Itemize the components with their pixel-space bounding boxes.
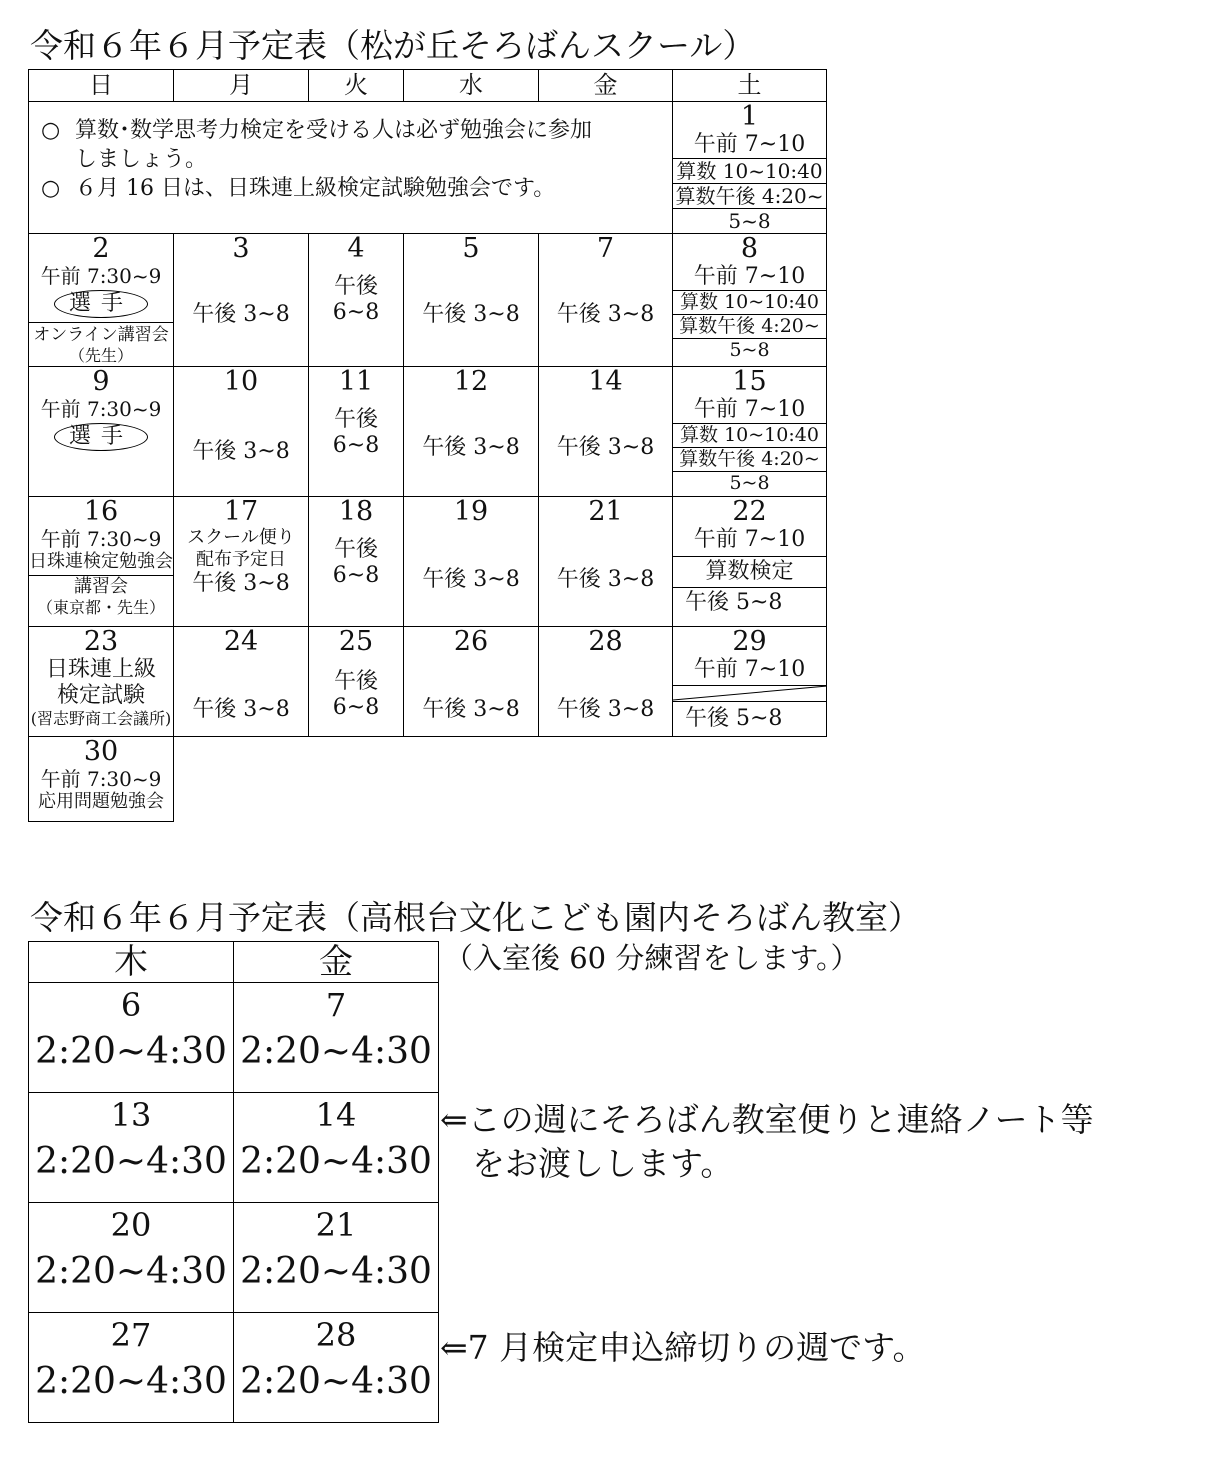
session-time: 午後 3~8 [556,435,655,460]
day-number: 10 [223,366,259,397]
day-number: 28 [588,626,623,657]
note-line: しましょう。 [75,147,208,172]
session-time: 6~8 [332,433,380,458]
kg-cell [29,1093,234,1203]
day-number: 7 [325,986,347,1024]
session-math-afternoon: 算数午後 4:20~ [673,447,826,471]
session-evening: 5~8 [673,208,826,233]
session-time: 2:20~4:30 [240,1251,432,1292]
day-cell-5 [404,234,539,367]
day-cell-2 [29,234,174,367]
session-time: 午後 3~8 [556,697,655,722]
day-number: 14 [315,1096,357,1134]
day-cell-30 [29,737,174,822]
weekday-fri: 金 [234,942,439,983]
kindergarten-table [28,941,439,1423]
day-number: 16 [83,496,119,527]
session-math-afternoon: 算数午後 4:20~ [673,314,826,338]
athlete-badge: 選手 [54,290,148,318]
kg-cell [234,1093,439,1203]
kg-cell [29,1203,234,1313]
event-label: 応用問題勉強会 [38,791,164,812]
exam-venue: (習志野商工会議所) [30,709,172,728]
session-time: 午後 3~8 [192,571,290,596]
weekday-sun: 日 [29,70,174,102]
session-time: 午前 7:30~9 [40,767,162,791]
day-number: 25 [338,626,374,657]
session-label: 午後 [333,407,378,432]
day-cell-12 [404,367,539,497]
day-number: 5 [462,233,480,264]
day-cell-19 [404,497,539,627]
day-number: 13 [110,1096,152,1134]
weekday-header-row [29,70,827,102]
notice-line: ⇐この週にそろばん教室便りと連絡ノート等 [440,1100,1094,1139]
event-label: オンライン講習会 [29,322,173,346]
session-time: 6~8 [332,695,380,720]
day-number: 17 [223,496,259,527]
session-time: 2:20~4:30 [35,1141,227,1182]
monthly-calendar [28,69,827,822]
weekday-mon: 月 [174,70,309,102]
session-evening: 午後 5~8 [673,701,826,732]
day-number: 28 [315,1316,357,1354]
day-number: 21 [315,1206,357,1244]
day-cell-15 [673,367,827,497]
day-cell-8 [673,234,827,367]
session-label: 午後 [333,537,378,562]
kg-cell [234,983,439,1093]
day-cell-10 [174,367,309,497]
kg-cell [234,1313,439,1423]
session-time: 6~8 [332,300,380,325]
notice-line: をお渡しします。 [472,1144,734,1183]
session-time: 午後 3~8 [192,302,290,327]
session-math: 算数 10~10:40 [673,158,826,183]
weekday-thu: 木 [29,942,234,983]
day-cell-28 [539,627,673,737]
kindergarten-subtitle: （入室後 60 分練習をします。） [444,941,860,975]
session-time: 午後 3~8 [422,697,520,722]
day-number: 21 [588,496,623,527]
day-number: 14 [588,366,623,397]
event-label: 日珠連検定勉強会 [29,551,173,572]
day-number: 9 [92,366,110,397]
session-time: 2:20~4:30 [35,1031,227,1072]
day-number: 19 [453,496,489,527]
day-cell-1 [673,102,827,234]
event-note: （東京都・先生） [36,598,165,617]
kindergarten-schedule-title: 令和６年６月予定表（高根台文化こども園内そろばん教室） [30,898,921,937]
event-label: 講習会 [29,575,173,598]
session-time: 午前 7:30~9 [40,264,162,288]
day-number: 15 [732,366,767,397]
session-time: 午後 3~8 [192,439,290,464]
kg-cell [29,983,234,1093]
kg-cell [234,1203,439,1313]
session-label: 午後 [333,274,378,299]
math-exam-label: 算数検定 [673,556,826,587]
day-number: 11 [338,366,374,397]
session-morning: 午前 7~10 [693,264,806,289]
newsletter-notice [440,1098,1094,1186]
day-number: 7 [596,233,615,264]
day-number: 27 [110,1316,152,1354]
day-number: 22 [732,496,767,527]
day-cell-26 [404,627,539,737]
day-number: 2 [92,233,110,264]
session-time: 6~8 [332,563,380,588]
day-number: 24 [223,626,259,657]
session-math-afternoon: 算数午後 4:20~ [673,183,826,208]
day-number: 23 [83,626,119,657]
newsletter-note: スクール便り [187,527,295,548]
session-time: 午後 3~8 [422,435,520,460]
session-morning: 午前 7~10 [693,657,806,682]
strike-line-icon [673,686,827,701]
day-cell-22 [673,497,827,627]
session-time: 2:20~4:30 [240,1031,432,1072]
day-cell-14 [539,367,673,497]
session-time: 午後 3~8 [192,697,290,722]
day-number: 20 [110,1206,152,1244]
day-number: 26 [453,626,489,657]
bullet-icon: ○ [41,118,61,143]
session-time: 2:20~4:30 [35,1361,227,1402]
session-time: 2:20~4:30 [240,1361,432,1402]
note-line: 算数･数学思考力検定を受ける人は必ず勉強会に参加 [75,118,593,143]
day-cell-21 [539,497,673,627]
day-number: 30 [83,736,119,767]
exam-label: 日珠連上級 [45,657,156,682]
day-cell-17 [174,497,309,627]
session-time: 2:20~4:30 [35,1251,227,1292]
session-time: 午後 3~8 [556,567,655,592]
day-cell-29 [673,627,827,737]
weekday-sat: 土 [673,70,827,102]
kg-cell [29,1313,234,1423]
day-cell-11 [309,367,404,497]
session-time: 午後 3~8 [556,302,655,327]
school-schedule-title: 令和６年６月予定表（松が丘そろばんスクール） [30,26,756,65]
session-morning: 午前 7~10 [693,132,806,157]
weekday-tue: 火 [309,70,404,102]
day-cell-9 [29,367,174,497]
session-time: 午後 3~8 [422,567,520,592]
day-cell-25 [309,627,404,737]
weekday-fri: 金 [539,70,673,102]
day-number: 3 [232,233,250,264]
day-cell-4 [309,234,404,367]
day-cell-3 [174,234,309,367]
session-evening: 午後 5~8 [673,587,826,618]
cancelled-slot [673,685,826,701]
session-math: 算数 10~10:40 [673,290,826,314]
day-number: 8 [740,233,759,264]
session-label: 午後 [333,669,378,694]
newsletter-note: 配布予定日 [196,549,286,570]
bullet-icon: ○ [41,176,61,201]
weekday-wed: 水 [404,70,539,102]
day-number: 4 [347,233,365,264]
session-morning: 午前 7~10 [693,397,806,422]
session-time: 午前 7:30~9 [40,397,162,421]
day-cell-18 [309,497,404,627]
day-number: 1 [740,101,759,132]
deadline-notice: ⇐7 月検定申込締切りの週です。 [440,1328,926,1367]
day-number: 6 [120,986,142,1024]
session-time: 午前 7:30~9 [40,527,162,551]
session-time: 午後 3~8 [422,302,520,327]
notes-cell [29,102,673,234]
session-math: 算数 10~10:40 [673,423,826,447]
athlete-badge: 選手 [54,423,148,451]
day-cell-23 [29,627,174,737]
day-number: 29 [732,626,767,657]
note-line: ６月 16 日は、日珠連上級検定試験勉強会です。 [75,176,556,201]
day-number: 12 [453,366,489,397]
day-cell-7 [539,234,673,367]
session-evening: 5~8 [673,471,826,495]
session-evening: 5~8 [673,338,826,362]
day-cell-24 [174,627,309,737]
day-number: 18 [338,496,374,527]
day-cell-16 [29,497,174,627]
session-morning: 午前 7~10 [693,527,806,552]
exam-label: 検定試験 [56,683,145,708]
event-note: （先生） [68,346,133,365]
session-time: 2:20~4:30 [240,1141,432,1182]
